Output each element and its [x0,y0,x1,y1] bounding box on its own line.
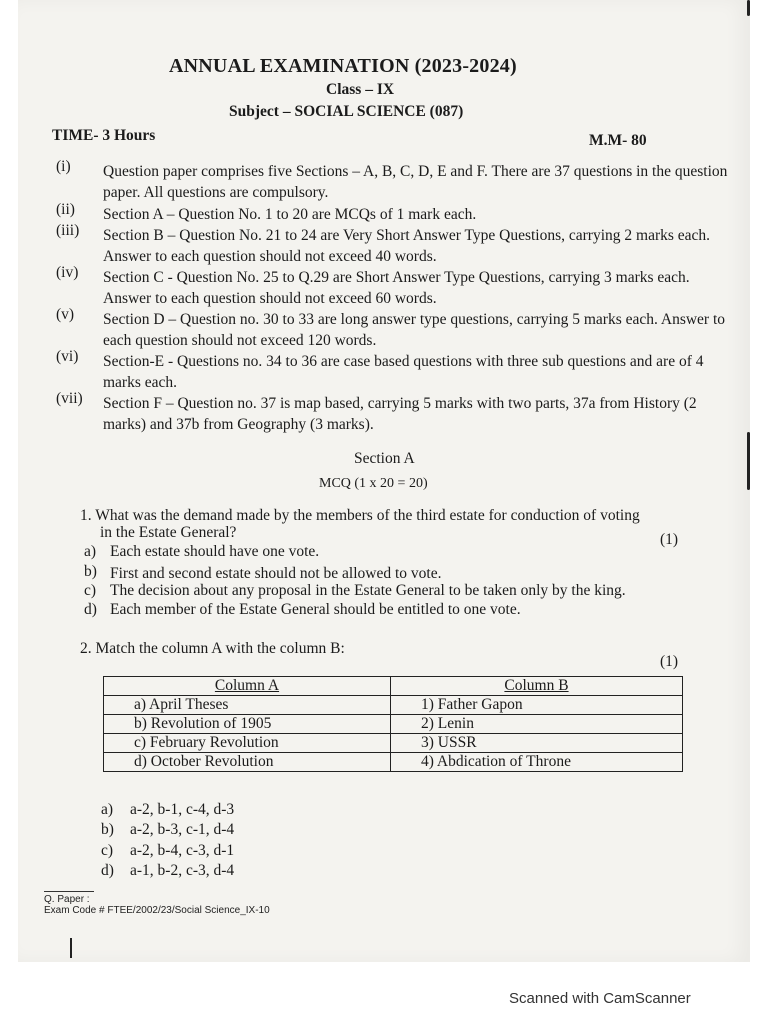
footer-exam-code: Exam Code # FTEE/2002/23/Social Science_IX-10 [44,905,270,916]
q1-option-text: First and second estate should not be allowed to vote. [110,565,442,582]
instruction-number: (vii) [56,390,83,407]
q2-option-text: a-2, b-3, c-1, d-4 [130,821,235,838]
column-a-cell: d) October Revolution [104,753,391,772]
instruction-number: (ii) [56,201,75,218]
instruction-text: Section-E - Questions no. 34 to 36 are case based questions with three sub questions and are of 4 marks each. [103,353,704,391]
scan-edge-mark [747,432,750,490]
q2-text: 2. Match the column A with the column B: [80,640,345,657]
q1-option-label: a) [84,543,97,560]
instruction-text: Section B – Question No. 21 to 24 are Very Short Answer Type Questions, carrying 2 marks each. Answer to each question should not exceed 40 words. [103,227,711,265]
column-a-cell: c) February Revolution [104,734,391,753]
pen-mark [70,938,72,958]
section-subtitle: MCQ (1 x 20 = 20) [319,476,428,491]
q1-option-label: b) [84,563,97,580]
column-b-cell: 3) USSR [391,734,683,753]
q1-text: 1. What was the demand made by the members of the third estate for conduction of voting [80,507,640,524]
section-title: Section A [354,450,415,467]
q2-option-label: d) [101,862,114,879]
column-a-header: Column A [104,677,391,696]
table-row [104,753,683,772]
q2-option-text: a-2, b-4, c-3, d-1 [130,842,235,859]
column-b-header: Column B [391,677,683,696]
class-label: Class – IX [326,81,395,98]
q1-option-text: Each member of the Estate General should be entitled to one vote. [110,601,521,618]
q1-option-label: c) [84,582,97,599]
instruction-text: Question paper comprises five Sections – A, B, C, D, E and F. There are 37 questions in the question paper. All questions are compulsory. [103,163,728,201]
column-a-cell: a) April Theses [104,696,391,715]
q2-option-label: c) [101,842,114,859]
q1-marks: (1) [660,531,679,548]
instruction-text: Section D – Question no. 30 to 33 are long answer type questions, carrying 5 marks each. Answer to each question should not exceed 120 words. [103,311,726,349]
scanner-watermark: Scanned with CamScanner [509,990,691,1007]
exam-title: ANNUAL EXAMINATION (2023-2024) [169,55,517,77]
column-b-cell: 1) Father Gapon [391,696,683,715]
q1-option-label: d) [84,601,97,618]
footer-divider [44,891,94,892]
match-table-header-row [104,677,683,696]
instruction-number: (v) [56,306,75,323]
time-label: TIME- 3 Hours [52,127,156,144]
max-marks-label: M.M- 80 [589,132,647,149]
q1-option-text: The decision about any proposal in the Estate General to be taken only by the king. [110,582,626,599]
instruction-text: Section A – Question No. 1 to 20 are MCQs of 1 mark each. [103,206,477,223]
instruction-number: (vi) [56,348,79,365]
match-table [103,676,683,772]
instruction-number: (iii) [56,222,80,239]
q2-option-text: a-2, b-1, c-4, d-3 [130,801,235,818]
subject-label: Subject – SOCIAL SCIENCE (087) [229,103,464,120]
table-row [104,696,683,715]
q1-text-continued: in the Estate General? [100,524,237,541]
scan-edge-mark [747,0,750,16]
q2-option-label: a) [101,801,114,818]
instruction-number: (iv) [56,264,79,281]
table-row [104,734,683,753]
q2-marks: (1) [660,653,679,670]
q1-option-text: Each estate should have one vote. [110,543,320,560]
instruction-text: Section F – Question no. 37 is map based, carrying 5 marks with two parts, 37a from History (2 marks) and 37b from Geography (3 marks). [103,395,697,433]
instruction-number: (i) [56,158,71,175]
table-row [104,715,683,734]
footer-paper-label: Q. Paper : [44,894,90,905]
column-b-cell: 2) Lenin [391,715,683,734]
instruction-text: Section C - Question No. 25 to Q.29 are Short Answer Type Questions, carrying 3 marks each. Answer to each question should not exceed 60 words. [103,269,690,307]
column-a-cell: b) Revolution of 1905 [104,715,391,734]
column-b-cell: 4) Abdication of Throne [391,753,683,772]
q2-option-text: a-1, b-2, c-3, d-4 [130,862,235,879]
q2-option-label: b) [101,821,114,838]
